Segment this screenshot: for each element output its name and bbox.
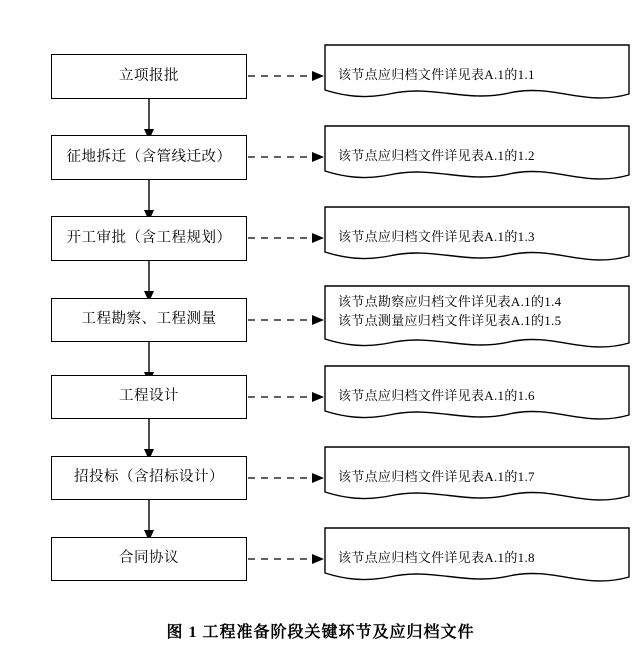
flow-node-6 [51,456,247,500]
doc-note-line: 该节点应归档文件详见表A.1的1.1 [338,66,535,82]
flow-node-7 [51,537,247,581]
flow-node-5 [51,375,247,419]
doc-note-line: 该节点应归档文件详见表A.1的1.2 [338,147,535,163]
flow-node-label: 征地拆迁（含管线迁改） [66,148,232,165]
doc-note-line: 该节点勘察应归档文件详见表A.1的1.4 [338,294,562,309]
doc-note-line: 该节点应归档文件详见表A.1的1.7 [338,468,535,484]
doc-note-line: 该节点应归档文件详见表A.1的1.3 [338,228,535,244]
flow-node-label: 合同协议 [119,550,179,567]
doc-note-1 [324,44,630,106]
doc-note-line: 该节点应归档文件详见表A.1的1.8 [338,549,535,565]
flow-node-3 [51,216,247,261]
flow-node-label: 开工审批（含工程规划） [66,229,232,246]
doc-note-2 [324,125,630,187]
flow-node-label: 工程勘察、工程测量 [81,311,217,328]
doc-note-line: 该节点测量应归档文件详见表A.1的1.5 [338,312,562,328]
flow-node-label: 招投标（含招标设计） [74,469,224,486]
doc-note-4 [324,285,630,357]
flow-node-4 [51,298,247,342]
doc-note-7 [324,527,630,589]
doc-note-line: 该节点应归档文件详见表A.1的1.6 [338,387,535,403]
doc-note-lines [338,293,561,331]
flow-node-1 [51,54,247,99]
doc-note-3 [324,206,630,268]
doc-note-6 [324,446,630,508]
flow-node-label: 立项报批 [119,67,179,84]
flow-node-label: 工程设计 [119,388,179,405]
flow-node-2 [51,135,247,180]
doc-note-5 [324,365,630,427]
figure-caption: 图 1 工程准备阶段关键环节及应归档文件 [166,624,475,641]
